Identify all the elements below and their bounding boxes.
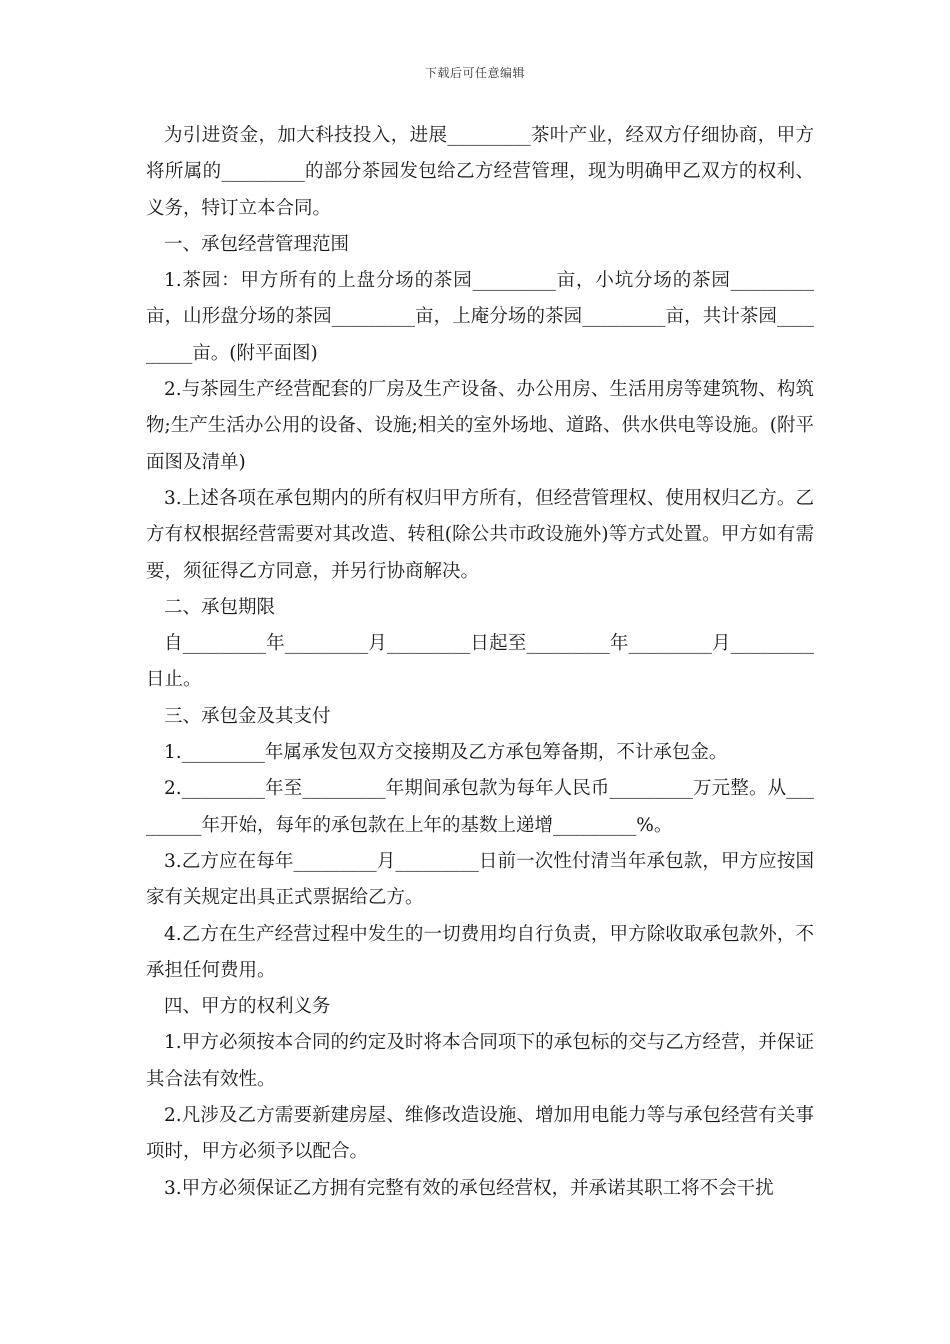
- scope-item-2: 2.与茶园生产经营配套的厂房及生产设备、办公用房、生活用房等建筑物、构筑物;生产生活办公用的设备、设施;相关的室外场地、道路、供水供电等设施。(附平面图及清单): [146, 379, 814, 473]
- scope-item-1: 1.茶园：甲方所有的上盘分场的茶园_________亩，小坑分场的茶园_________亩，山形盘分场的茶园_________亩，上庵分场的茶园_________亩，共计茶园_________亩。(附平面图): [146, 270, 814, 364]
- section-heading-party-a: 四、甲方的权利义务: [164, 996, 331, 1018]
- intro-paragraph: 为引进资金，加大科技投入，进展_________茶叶产业，经双方仔细协商，甲方将所属的_________的部分茶园发包给乙方经营管理，现为明确甲乙双方的权利、义务，特订立本合同。: [146, 125, 814, 219]
- section-heading-scope: 一、承包经营管理范围: [164, 233, 350, 255]
- party-a-item-2: 2.凡涉及乙方需要新建房屋、维修改造设施、增加用电能力等与承包经营有关事项时，甲方必须予以配合。: [146, 1105, 814, 1163]
- page-header-note: 下载后可任意编辑: [424, 66, 525, 80]
- term-item: 自_________年_________月_________日起至_________年_________月_________日止。: [146, 633, 814, 691]
- payment-item-1: 1._________年属承发包双方交接期及乙方承包筹备期，不计承包金。: [164, 742, 728, 764]
- party-a-item-1: 1.甲方必须按本合同的约定及时将本合同项下的承包标的交与乙方经营，并保证其合法有效性。: [146, 1032, 814, 1090]
- payment-item-3: 3.乙方应在每年_________月_________日前一次性付清当年承包款，甲方应按国家有关规定出具正式票据给乙方。: [146, 850, 814, 909]
- party-a-item-3: 3.甲方必须保证乙方拥有完整有效的承包经营权，并承诺其职工将不会干扰: [164, 1177, 774, 1199]
- contract-body: [146, 118, 814, 1207]
- payment-item-2: 2._________年至_________年期间承包款为每年人民币_________万元整。从_________年开始，每年的承包款在上年的基数上递增_________%。: [146, 778, 814, 836]
- section-heading-term: 二、承包期限: [164, 596, 276, 618]
- scope-item-3: 3.上述各项在承包期内的所有权归甲方所有，但经营管理权、使用权归乙方。乙方有权根据经营需要对其改造、转租(除公共市政设施外)等方式处置。甲方如有需要，须征得乙方同意，并另行协商解决。: [146, 487, 814, 582]
- section-heading-payment: 三、承包金及其支付: [164, 705, 331, 727]
- payment-item-4: 4.乙方在生产经营过程中发生的一切费用均自行负责，甲方除收取承包款外，不承担任何费用。: [146, 923, 814, 981]
